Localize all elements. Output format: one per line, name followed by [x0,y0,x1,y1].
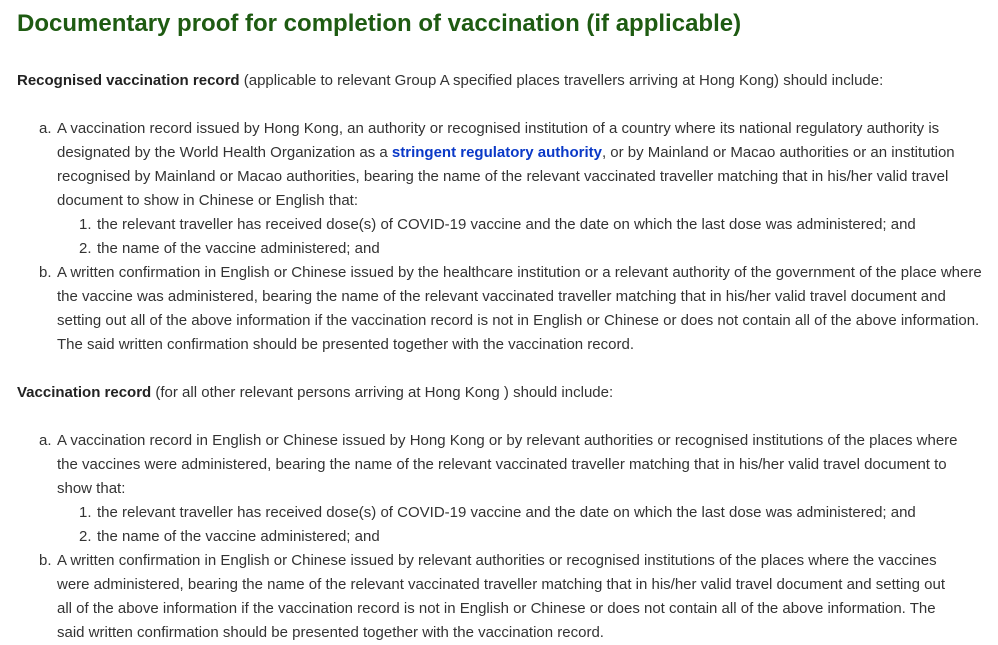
list-marker: b. [39,552,52,569]
item-text: , or by Mainland or Macao authorities or an institution recognised by Mainland or Macao authorities, bearing the name of the relevant vaccinated traveller matching that in his/her valid travel document to show in Chinese or English that: [57,144,955,209]
list-item [17,261,984,357]
list-marker: 2. [79,240,92,257]
sub-requirement-list [57,213,984,261]
sub-list-item [57,525,973,549]
section-title: Recognised vaccination record [17,72,240,89]
page-title: Documentary proof for completion of vaccination (if applicable) [17,10,742,37]
sub-list-item [57,501,973,525]
sub-list-item [57,213,984,237]
item-text: the relevant traveller has received dose(s) of COVID-19 vaccine and the date on which the last dose was administered; and [97,504,916,521]
item-text: A vaccination record issued by Hong Kong, an authority or recognised institution of a country where its national regulatory authority is designated by the World Health Organization as a [57,120,940,161]
item-text: A written confirmation in English or Chinese issued by relevant authorities or recognised institutions of the places where the vaccines were administered, bearing the name of the relevant vaccinated traveller matching that in his/her valid travel document and setting out all of the above information if the vaccination record is not in English or Chinese or does not contain all of the above information. The said written confirmation should be presented together with the vaccination record. [57,552,945,641]
list-marker: 2. [79,528,92,545]
list-item [17,117,984,261]
item-text: A written confirmation in English or Chinese issued by the healthcare institution or a relevant authority of the government of the place where the vaccine was administered, bearing the name of the relevant vaccinated traveller matching that in his/her valid travel document and setting out all of the above information if the vaccination record is not in English or Chinese or does not contain all of the above information. The said written confirmation should be presented together with the vaccination record. [57,264,982,353]
recognised-vaccination-section [17,69,998,357]
item-text: the relevant traveller has received dose(s) of COVID-19 vaccine and the date on which the last dose was administered; and [97,216,916,233]
item-text: A vaccination record in English or Chinese issued by Hong Kong or by relevant authorities or recognised institutions of the places where the vaccines were administered, bearing the name of the relevant vaccinated traveller matching that in his/her valid travel document to show that: [57,432,958,497]
section-intro [17,69,998,93]
list-marker: a. [39,432,52,449]
list-marker: 1. [79,216,92,233]
section-intro [17,381,998,405]
sub-requirement-list [57,501,973,549]
sub-list-item [57,237,984,261]
vaccination-record-section [17,381,998,645]
section-description: (applicable to relevant Group A specified places travellers arriving at Hong Kong) should include: [239,72,884,89]
list-item [17,549,957,645]
list-marker: b. [39,264,52,281]
item-text: the name of the vaccine administered; and [97,240,380,257]
list-marker: 1. [79,504,92,521]
list-marker: a. [39,120,52,137]
requirement-list [17,429,998,645]
section-description: (for all other relevant persons arriving at Hong Kong ) should include: [151,384,614,401]
requirement-list [17,117,998,357]
stringent-regulatory-authority-link[interactable]: stringent regulatory authority [391,144,602,161]
item-text: the name of the vaccine administered; and [97,528,380,545]
list-item [17,429,973,549]
section-title: Vaccination record [17,384,152,401]
